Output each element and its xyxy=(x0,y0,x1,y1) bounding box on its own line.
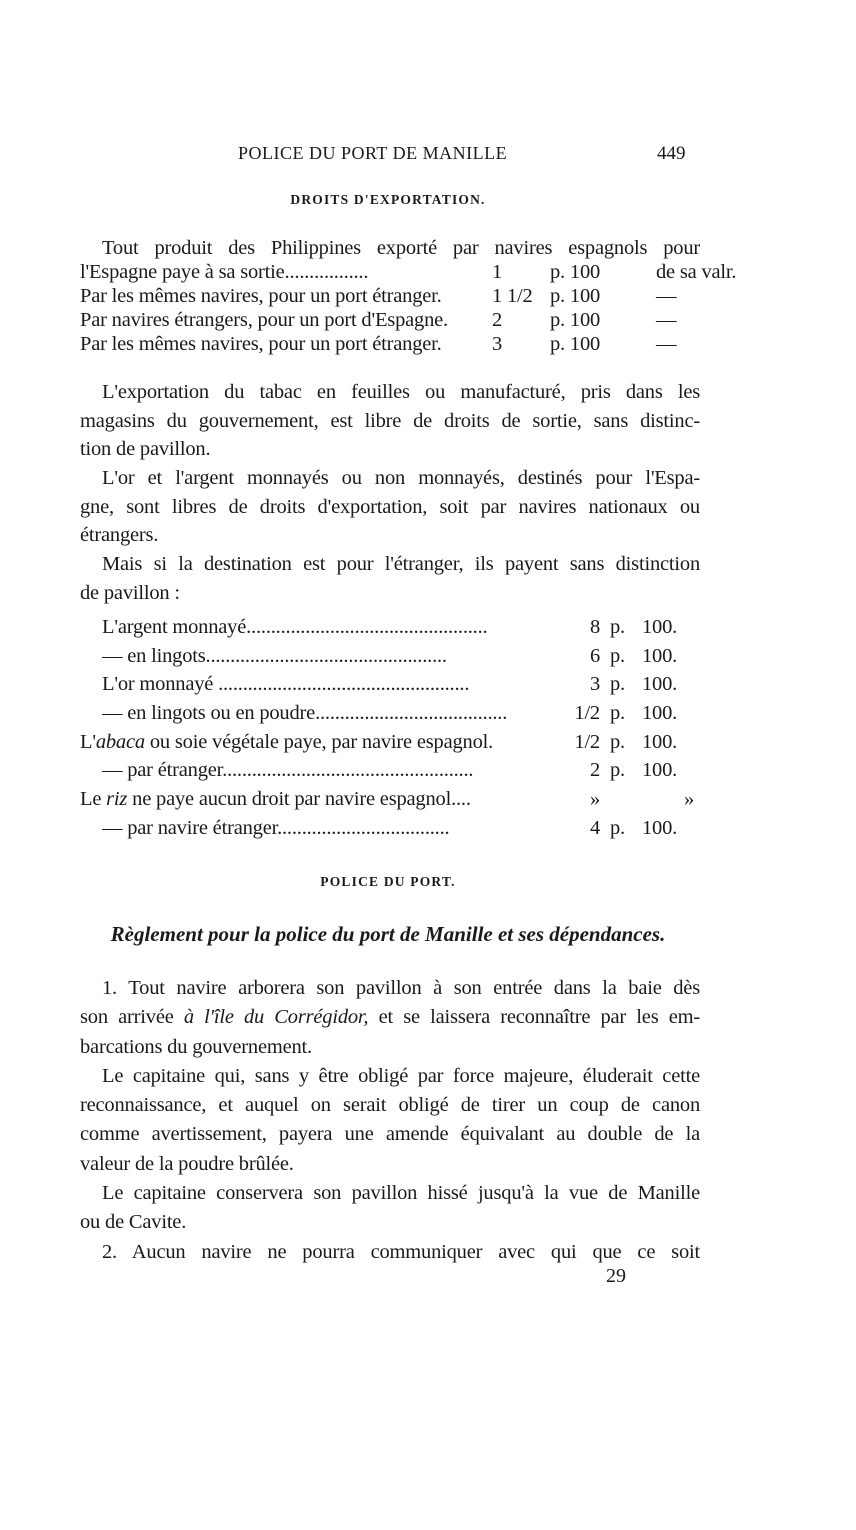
rate-unit: p. xyxy=(610,730,625,753)
rate-unit: p. xyxy=(610,616,625,638)
rate-row xyxy=(80,308,700,332)
rate-label xyxy=(102,613,548,642)
text-line: L'exportation du tabac en feuilles ou manufacturé, pris dans les xyxy=(102,381,700,403)
rate-row xyxy=(80,756,700,785)
regulation-subtitle: Règlement pour la police du port de Manille et ses dépendances. xyxy=(110,922,666,946)
rate-unit: p. xyxy=(610,702,625,725)
rate-tail: 100. xyxy=(642,759,678,782)
rate-row xyxy=(80,699,700,728)
rate-row xyxy=(80,260,737,284)
text-segment: 1. Tout navire arborera son pavillon à son entrée dans la baie dès xyxy=(102,977,700,999)
rate-tail: de sa valr. xyxy=(656,261,737,283)
regulation-paragraphs xyxy=(80,974,700,1267)
rate-rate: 2 xyxy=(492,309,503,331)
rate-value: » xyxy=(589,788,600,811)
rate-unit: p. xyxy=(610,644,625,667)
text-line: de pavillon : xyxy=(80,581,180,604)
text-line xyxy=(80,1120,700,1149)
rate-label xyxy=(80,785,548,814)
text-segment: et se laissera reconnaître par les em- xyxy=(368,1006,700,1029)
rate-tail: — xyxy=(656,285,677,307)
export-paragraphs xyxy=(80,378,700,608)
text-segment: Le capitaine conservera son pavillon hissé jusqu'à la vue de Manille xyxy=(102,1182,700,1205)
rate-value: 6 xyxy=(589,644,600,667)
rate-tail: 100. xyxy=(642,616,678,638)
text-segment: — par navire étranger................................... xyxy=(102,816,450,839)
text-segment: L'or monnayé ................................................... xyxy=(102,673,470,696)
text-segment: L' xyxy=(80,730,96,753)
section-heading-export-duties: DROITS D'EXPORTATION. xyxy=(290,192,486,207)
text-line xyxy=(80,1208,700,1237)
rate-row xyxy=(80,670,700,699)
rate-label xyxy=(102,642,548,671)
rate-row xyxy=(80,332,700,356)
metal-rates-table xyxy=(80,613,700,843)
rate-label xyxy=(102,670,548,699)
rate-unit: p. 100 xyxy=(550,333,601,355)
rate-rate: 1 xyxy=(492,261,503,283)
rate-value: 1/2 xyxy=(574,730,600,753)
rate-label: Par navires étrangers, pour un port d'Espagne. xyxy=(80,309,448,331)
text-line: L'or et l'argent monnayés ou non monnayés, destinés pour l'Espa- xyxy=(102,467,700,490)
text-segment: barcations du gouvernement. xyxy=(80,1035,312,1058)
text-segment: comme avertissement, payera une amende équivalant au double de la xyxy=(80,1123,700,1146)
text-line xyxy=(80,1003,700,1032)
rate-tail: » xyxy=(684,788,695,811)
text-segment: son arrivée xyxy=(80,1006,184,1029)
rate-unit: p. xyxy=(610,759,625,782)
rate-unit: p. xyxy=(610,816,625,839)
rate-tail: 100. xyxy=(642,816,678,839)
rate-unit: p. 100 xyxy=(550,261,601,283)
export-intro-line: Tout produit des Philippines exporté par navires espagnols pour xyxy=(102,237,700,259)
rate-row xyxy=(80,814,700,843)
page-number: 449 xyxy=(657,143,686,164)
text-segment: valeur de la poudre brûlée. xyxy=(80,1152,294,1175)
rate-label xyxy=(102,814,548,843)
text-line: Mais si la destination est pour l'étranger, ils payent sans distinction xyxy=(102,553,700,576)
rate-tail: 100. xyxy=(642,673,678,696)
rate-unit: p. 100 xyxy=(550,285,601,307)
rate-value: 4 xyxy=(589,816,600,839)
text-segment: — en lingots................................................. xyxy=(102,644,447,667)
text-line xyxy=(80,1238,700,1267)
text-line xyxy=(80,1179,700,1208)
rate-label: Par les mêmes navires, pour un port étranger. xyxy=(80,285,442,307)
signature-mark: 29 xyxy=(606,1265,626,1287)
rate-label: Par les mêmes navires, pour un port étranger. xyxy=(80,333,442,355)
text-line: tion de pavillon. xyxy=(80,438,211,461)
text-line: magasins du gouvernement, est libre de droits de sortie, sans distinc- xyxy=(80,409,700,432)
text-segment: L'argent monnayé................................................. xyxy=(102,616,488,638)
rate-tail: — xyxy=(656,333,677,355)
italic-text: abaca xyxy=(95,730,145,753)
text-segment: — par étranger................................................... xyxy=(102,759,474,782)
running-header-title: POLICE DU PORT DE MANILLE xyxy=(238,143,508,163)
rate-row xyxy=(80,728,700,757)
rate-value: 8 xyxy=(589,616,600,638)
rate-row xyxy=(80,642,700,671)
rate-row xyxy=(80,613,700,642)
section-heading-port-police: POLICE DU PORT. xyxy=(320,874,456,889)
text-line xyxy=(80,1062,700,1091)
rate-tail: 100. xyxy=(642,644,678,667)
text-line: gne, sont libres de droits d'exportation, soit par navires nationaux ou xyxy=(80,495,700,518)
text-segment: ne paye aucun droit par navire espagnol.... xyxy=(127,788,471,811)
export-rates-table xyxy=(80,236,737,356)
rate-tail: 100. xyxy=(642,730,678,753)
italic-text: à l'île du Corrégidor, xyxy=(183,1006,369,1029)
rate-tail: — xyxy=(656,309,677,331)
text-line xyxy=(80,1091,700,1120)
rate-value: 1/2 xyxy=(574,702,600,725)
text-segment: reconnaissance, et auquel on serait obligé de tirer un coup de canon xyxy=(80,1094,700,1117)
rate-label xyxy=(80,728,548,757)
text-segment: — en lingots ou en poudre....................................... xyxy=(102,702,508,725)
rate-value: 2 xyxy=(589,759,600,782)
rate-unit: p. 100 xyxy=(550,309,601,331)
rate-label xyxy=(102,756,548,785)
italic-text: riz xyxy=(106,788,128,811)
rate-unit: p. xyxy=(610,673,625,696)
rate-label: l'Espagne paye à sa sortie................. xyxy=(80,261,369,283)
text-segment: Le capitaine qui, sans y être obligé par force majeure, éluderait cette xyxy=(102,1064,700,1087)
text-segment: ou soie végétale paye, par navire espagnol. xyxy=(144,730,494,753)
rate-row xyxy=(80,785,700,814)
text-segment: ou de Cavite. xyxy=(80,1211,187,1234)
rate-rate: 3 xyxy=(492,333,503,355)
rate-row xyxy=(80,284,700,308)
text-segment: Le xyxy=(80,788,107,811)
rate-label xyxy=(102,699,548,728)
text-line: étrangers. xyxy=(80,524,159,547)
text-line xyxy=(80,1150,700,1179)
text-line xyxy=(80,974,700,1003)
text-segment: 2. Aucun navire ne pourra communiquer avec qui que ce soit xyxy=(102,1240,700,1263)
rate-rate: 1 1/2 xyxy=(492,285,533,307)
text-line xyxy=(80,1033,700,1062)
rate-value: 3 xyxy=(589,673,600,696)
rate-tail: 100. xyxy=(642,702,678,725)
